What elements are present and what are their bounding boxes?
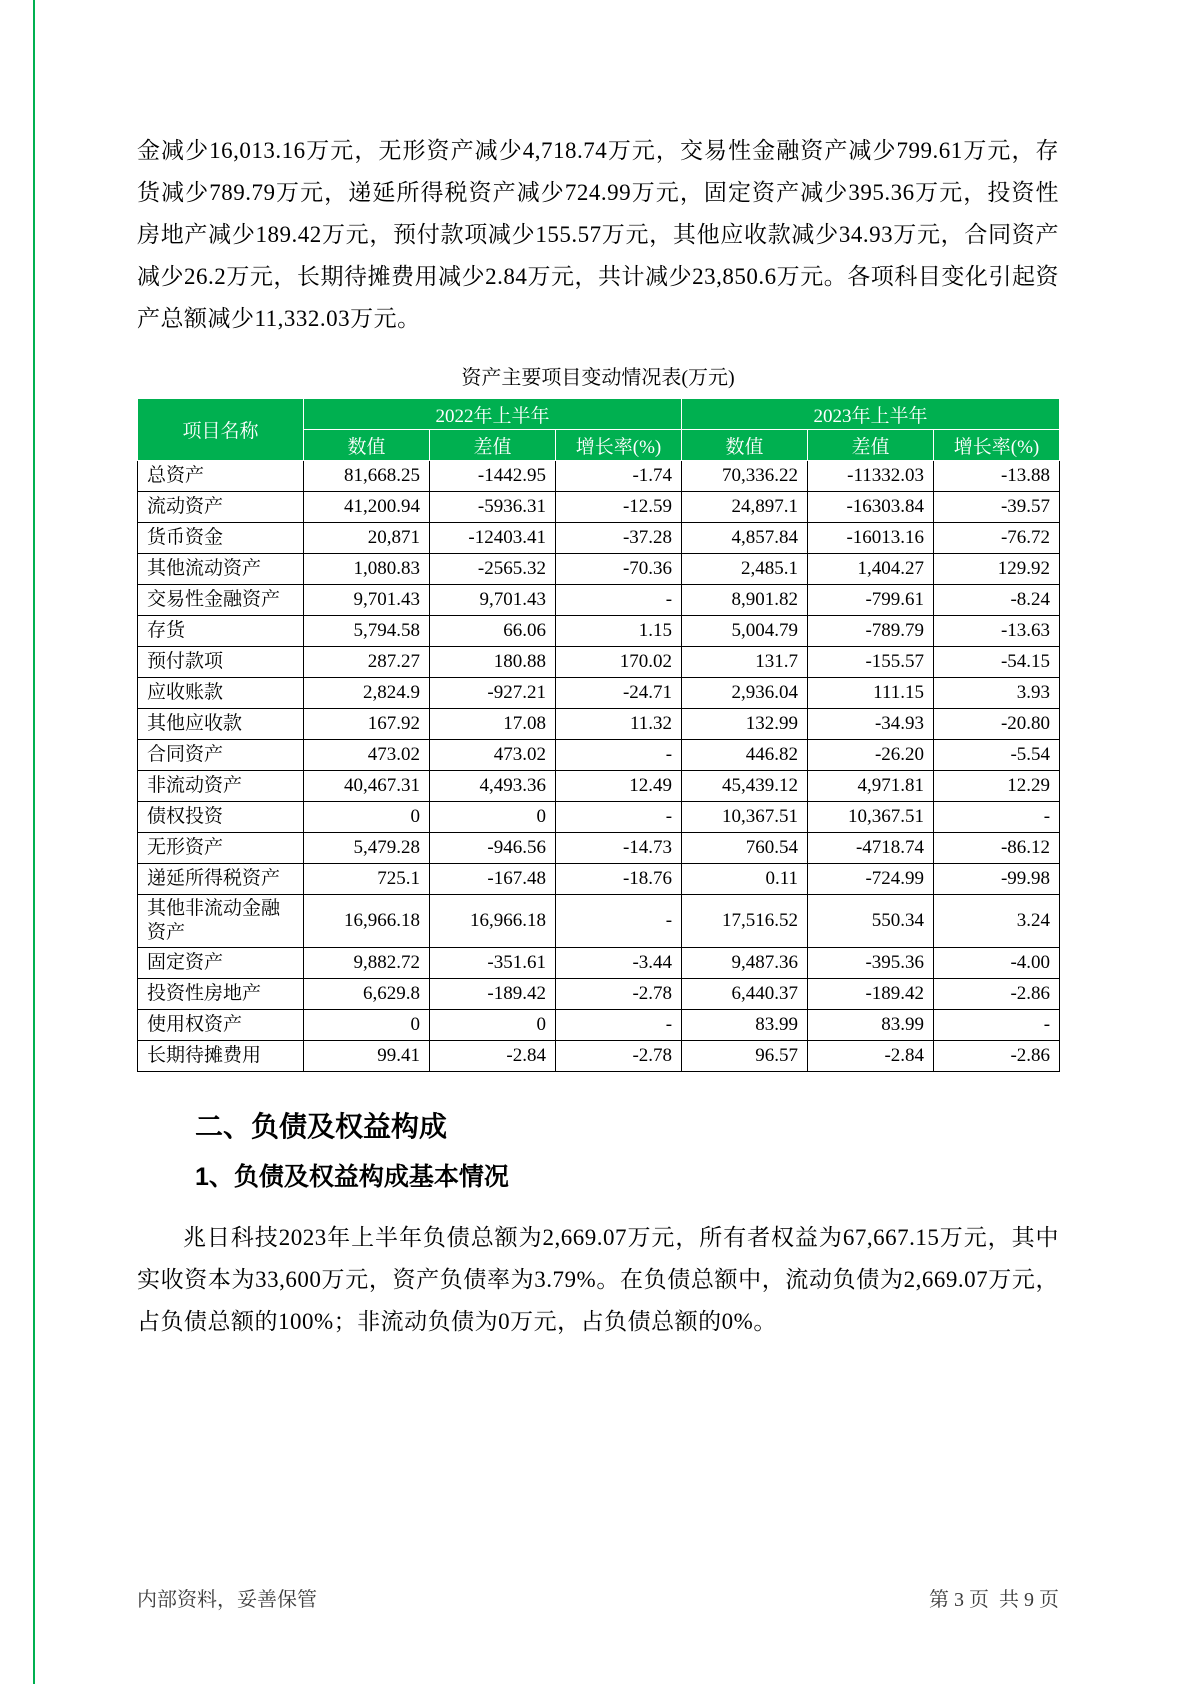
table-row [138, 802, 1060, 833]
row-value: 5,794.58 [304, 616, 430, 647]
table-row [138, 554, 1060, 585]
row-value: 40,467.31 [304, 771, 430, 802]
row-value: -789.79 [808, 616, 934, 647]
row-value: -724.99 [808, 864, 934, 895]
col-header-item-name: 项目名称 [138, 399, 304, 461]
row-value: -2565.32 [430, 554, 556, 585]
row-value: -16303.84 [808, 492, 934, 523]
row-label: 总资产 [138, 461, 304, 492]
row-value: 10,367.51 [808, 802, 934, 833]
row-value: -1.74 [556, 461, 682, 492]
intro-paragraph: 金减少16,013.16万元，无形资产减少4,718.74万元，交易性金融资产减少799.61万元，存货减少789.79万元，递延所得税资产减少724.99万元，固定资产减少395.36万元，投资性房地产减少189.42万元，预付款项减少155.57万元，其他应收款减少34.93万元，合同资产减少26.2万元，长期待摊费用减少2.84万元，共计减少23,850.6万元。各项科目变化引起资产总额减少11,332.03万元。 [137, 138, 1059, 331]
table-row [138, 979, 1060, 1010]
table-row [138, 1041, 1060, 1072]
table-row [138, 461, 1060, 492]
row-value: 0 [304, 1010, 430, 1041]
row-value: 9,701.43 [430, 585, 556, 616]
row-label: 其他应收款 [138, 709, 304, 740]
table-row [138, 864, 1060, 895]
table-row [138, 523, 1060, 554]
row-value: -99.98 [934, 864, 1060, 895]
row-value: 70,336.22 [682, 461, 808, 492]
row-value: 2,485.1 [682, 554, 808, 585]
row-value: 473.02 [430, 740, 556, 771]
row-label: 固定资产 [138, 948, 304, 979]
table-row [138, 616, 1060, 647]
row-value: -3.44 [556, 948, 682, 979]
left-margin-line [33, 0, 35, 1684]
row-value: -1442.95 [430, 461, 556, 492]
row-value: -13.63 [934, 616, 1060, 647]
row-value: -18.76 [556, 864, 682, 895]
col-group-2023: 2023年上半年 [682, 399, 1060, 430]
table-row [138, 709, 1060, 740]
row-label: 其他流动资产 [138, 554, 304, 585]
row-value: -20.80 [934, 709, 1060, 740]
table-row [138, 740, 1060, 771]
row-value: -14.73 [556, 833, 682, 864]
row-label: 债权投资 [138, 802, 304, 833]
row-value: 41,200.94 [304, 492, 430, 523]
row-value: 6,629.8 [304, 979, 430, 1010]
sub-header: 差值 [808, 430, 934, 461]
row-value: -799.61 [808, 585, 934, 616]
row-value: 129.92 [934, 554, 1060, 585]
row-value: 1,404.27 [808, 554, 934, 585]
row-value: - [934, 802, 1060, 833]
page-content [137, 130, 1059, 1343]
row-value: -4718.74 [808, 833, 934, 864]
row-value: -189.42 [808, 979, 934, 1010]
row-value: -24.71 [556, 678, 682, 709]
table-row [138, 1010, 1060, 1041]
table-header [138, 399, 1060, 461]
row-value: -946.56 [430, 833, 556, 864]
row-value: 5,004.79 [682, 616, 808, 647]
row-value: 12.49 [556, 771, 682, 802]
row-value: - [934, 1010, 1060, 1041]
row-value: 12.29 [934, 771, 1060, 802]
row-value: -37.28 [556, 523, 682, 554]
row-value: 0.11 [682, 864, 808, 895]
page-footer [137, 1583, 1059, 1612]
table-row [138, 647, 1060, 678]
row-label: 流动资产 [138, 492, 304, 523]
row-value: 6,440.37 [682, 979, 808, 1010]
row-value: 1,080.83 [304, 554, 430, 585]
table-row [138, 585, 1060, 616]
row-value: 83.99 [682, 1010, 808, 1041]
row-value: 446.82 [682, 740, 808, 771]
sub-header: 增长率(%) [556, 430, 682, 461]
page-number: 第 3 页 共 9 页 [929, 1589, 1059, 1611]
row-value: 111.15 [808, 678, 934, 709]
row-value: -34.93 [808, 709, 934, 740]
row-value: -8.24 [934, 585, 1060, 616]
table-row [138, 948, 1060, 979]
row-value: 725.1 [304, 864, 430, 895]
row-value: 5,479.28 [304, 833, 430, 864]
body-paragraph: 兆日科技2023年上半年负债总额为2,669.07万元，所有者权益为67,667.15万元，其中实收资本为33,600万元，资产负债率为3.79%。在负债总额中，流动负债为2,669.07万元，占负债总额的100%；非流动负债为0万元，占负债总额的0%。 [137, 1225, 1059, 1334]
row-value: 132.99 [682, 709, 808, 740]
row-value: 9,701.43 [304, 585, 430, 616]
row-value: 287.27 [304, 647, 430, 678]
row-value: -5.54 [934, 740, 1060, 771]
sub-header: 增长率(%) [934, 430, 1060, 461]
table-row [138, 833, 1060, 864]
row-label: 货币资金 [138, 523, 304, 554]
row-label: 交易性金融资产 [138, 585, 304, 616]
asset-change-table [137, 398, 1060, 1072]
row-value: -351.61 [430, 948, 556, 979]
row-value: 2,824.9 [304, 678, 430, 709]
row-value: -2.86 [934, 1041, 1060, 1072]
row-value: 24,897.1 [682, 492, 808, 523]
row-value: -39.57 [934, 492, 1060, 523]
row-value: 170.02 [556, 647, 682, 678]
row-value: 180.88 [430, 647, 556, 678]
row-value: 4,493.36 [430, 771, 556, 802]
table-row [138, 492, 1060, 523]
row-value: 81,668.25 [304, 461, 430, 492]
row-value: -16013.16 [808, 523, 934, 554]
row-value: -395.36 [808, 948, 934, 979]
row-value: -11332.03 [808, 461, 934, 492]
row-value: -13.88 [934, 461, 1060, 492]
row-value: -12403.41 [430, 523, 556, 554]
row-value: - [556, 1010, 682, 1041]
row-label: 其他非流动金融资产 [138, 895, 304, 948]
row-value: 17,516.52 [682, 895, 808, 948]
row-value: 99.41 [304, 1041, 430, 1072]
row-value: 131.7 [682, 647, 808, 678]
row-value: 3.93 [934, 678, 1060, 709]
sub-header: 数值 [304, 430, 430, 461]
row-value: -70.36 [556, 554, 682, 585]
row-value: 9,882.72 [304, 948, 430, 979]
row-label: 无形资产 [138, 833, 304, 864]
row-value: -54.15 [934, 647, 1060, 678]
row-value: - [556, 895, 682, 948]
row-value: -4.00 [934, 948, 1060, 979]
row-value: 1.15 [556, 616, 682, 647]
row-label: 存货 [138, 616, 304, 647]
row-value: 3.24 [934, 895, 1060, 948]
row-value: -167.48 [430, 864, 556, 895]
section-heading: 二、负债及权益构成 [195, 1111, 448, 1142]
row-value: 20,871 [304, 523, 430, 554]
row-value: -86.12 [934, 833, 1060, 864]
table-row [138, 678, 1060, 709]
row-value: 4,971.81 [808, 771, 934, 802]
row-value: -5936.31 [430, 492, 556, 523]
table-body [138, 461, 1060, 1072]
row-label: 长期待摊费用 [138, 1041, 304, 1072]
row-value: 17.08 [430, 709, 556, 740]
row-value: 11.32 [556, 709, 682, 740]
row-label: 应收账款 [138, 678, 304, 709]
row-value: -189.42 [430, 979, 556, 1010]
row-value: 0 [430, 802, 556, 833]
row-value: -2.84 [430, 1041, 556, 1072]
row-value: 66.06 [430, 616, 556, 647]
row-value: -927.21 [430, 678, 556, 709]
row-value: 473.02 [304, 740, 430, 771]
row-value: 550.34 [808, 895, 934, 948]
row-value: - [556, 585, 682, 616]
row-value: 83.99 [808, 1010, 934, 1041]
row-value: -2.86 [934, 979, 1060, 1010]
table-title: 资产主要项目变动情况表(万元) [461, 367, 735, 389]
row-value: 16,966.18 [304, 895, 430, 948]
row-value: -12.59 [556, 492, 682, 523]
row-value: 8,901.82 [682, 585, 808, 616]
row-value: 167.92 [304, 709, 430, 740]
row-value: -155.57 [808, 647, 934, 678]
row-value: -2.78 [556, 1041, 682, 1072]
row-value: 2,936.04 [682, 678, 808, 709]
row-value: 0 [304, 802, 430, 833]
row-label: 投资性房地产 [138, 979, 304, 1010]
row-value: 0 [430, 1010, 556, 1041]
subsection-heading: 1、负债及权益构成基本情况 [195, 1163, 509, 1191]
table-row [138, 895, 1060, 948]
table-row [138, 771, 1060, 802]
row-value: 45,439.12 [682, 771, 808, 802]
row-value: -76.72 [934, 523, 1060, 554]
row-value: -2.78 [556, 979, 682, 1010]
row-label: 使用权资产 [138, 1010, 304, 1041]
row-value: - [556, 740, 682, 771]
row-label: 预付款项 [138, 647, 304, 678]
row-value: - [556, 802, 682, 833]
row-value: 10,367.51 [682, 802, 808, 833]
row-value: 760.54 [682, 833, 808, 864]
row-label: 递延所得税资产 [138, 864, 304, 895]
row-value: 9,487.36 [682, 948, 808, 979]
row-value: -26.20 [808, 740, 934, 771]
footer-note: 内部资料，妥善保管 [137, 1589, 317, 1611]
sub-header: 数值 [682, 430, 808, 461]
row-value: -2.84 [808, 1041, 934, 1072]
sub-header: 差值 [430, 430, 556, 461]
row-label: 非流动资产 [138, 771, 304, 802]
col-group-2022: 2022年上半年 [304, 399, 682, 430]
row-label: 合同资产 [138, 740, 304, 771]
row-value: 4,857.84 [682, 523, 808, 554]
row-value: 16,966.18 [430, 895, 556, 948]
row-value: 96.57 [682, 1041, 808, 1072]
